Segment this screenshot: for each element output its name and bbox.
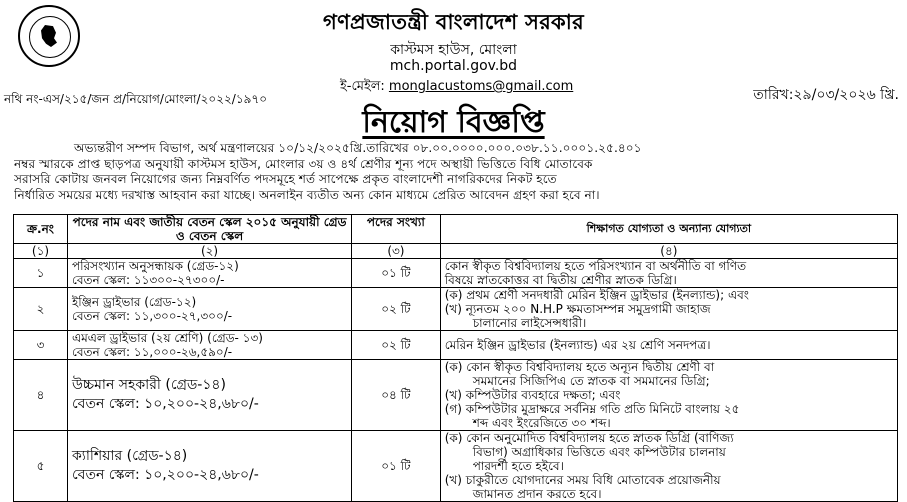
row-post [67, 431, 351, 502]
qualification-line: (খ) চাকুরীতে যোগদানের সময় বিধি মোতাবেক প্রয়োজনীয় [444, 473, 721, 487]
intro-paragraph [14, 141, 899, 203]
qualification-line: (খ) কম্পিউটার ব্যবহারে দক্ষতা; এবং [444, 388, 621, 402]
qualification-line: সমমানের সিজিপিএ তে স্নাতক বা সমমানের ডিগ্রি; [472, 374, 710, 388]
qualification-line: কোন স্বীকৃত বিশ্ববিদ্যালয় হতে পরিসংখ্যান বা অর্থনীতি বা গণিত [444, 259, 747, 273]
row-qualification [440, 331, 897, 360]
row-post [67, 288, 351, 331]
qualification-line: (ক) কোন অনুমোদিত বিশ্ববিদ্যালয় হতে স্নাতক ডিগ্রি (বাণিজ্য [444, 431, 734, 445]
post-name: উচ্চমান সহকারী (গ্রেড-১৪) [71, 377, 226, 393]
qualification-line: চালানোর লাইসেন্সধারী। [472, 316, 587, 330]
table-row [14, 360, 898, 431]
row-count: ০২ টি [352, 288, 441, 331]
intro-line: নম্বর স্মারকে প্রাপ্ত ছাড়পত্র অনুযায়ী কাস্টমস হাউস, মোংলার ৩য় ও ৪র্থ শ্রেণীর শূন্য পদে অস্থায়ী ভিত্তিতে বিধি মোতাবেক [14, 156, 593, 171]
row-qualification [440, 288, 897, 331]
qualification-line: মেরিন ইঞ্জিন ড্রাইভার (ইনল্যান্ড) এর ২য় শ্রেণি সনদপত্র। [444, 338, 711, 352]
row-qualification [440, 360, 897, 431]
pay-scale: বেতন স্কেল: ১১৩০০-২৭৩০০/- [71, 273, 225, 287]
table-row [14, 431, 898, 502]
qualification-line: বিষয়ে স্নাতকোত্তর বা দ্বিতীয় শ্রেণীর স্নাতক ডিগ্রি। [444, 273, 677, 287]
col-number: (২) [67, 244, 351, 259]
column-number-row [14, 244, 898, 259]
intro-line: সরাসরি কোটায় জনবল নিয়োগের জন্য নিম্নবর্ণিত পদসমূহে শর্ত সাপেক্ষে প্রকৃত বাংলাদেশী নাগরিকদের নিকট হতে [14, 172, 557, 186]
row-count: ০৪ টি [352, 360, 441, 431]
col-number: (৩) [352, 244, 441, 259]
pay-scale: বেতন স্কেল: ১০,২০০-২৪,৬৮০/- [71, 467, 259, 483]
intro-line: নির্ধারিত সময়ের মধ্যে দরখাস্ত আহবান করা যাচ্ছে। অনলাইন ব্যতীত অন্য কোন মাধ্যমে প্রেরিত আবেদন গ্রহণ করা হবে না। [14, 187, 600, 202]
office-name: কাস্টমস হাউস, মোংলা [390, 42, 517, 58]
row-serial: ৫ [14, 431, 68, 502]
notice-title: নিয়োগ বিজ্ঞপ্তি [362, 105, 545, 140]
table-row [14, 259, 898, 288]
intro-line: অভ্যন্তরীণ সম্পদ বিভাগ, অর্থ মন্ত্রণালয়ের ১০/১২/২০২৫খ্রি.তারিখের ০৮.০০.০০০০.০০০.০৩৮.১১.০০০১.২৫.৪০১ [74, 141, 642, 155]
email-label: ই-মেইল: [340, 79, 385, 94]
row-qualification [440, 431, 897, 502]
row-count: ০১ টি [352, 259, 441, 288]
header-post: পদের নাম এবং জাতীয় বেতন স্কেল ২০১৫ অনুযায়ী গ্রেড ও বেতন স্কেল [67, 215, 351, 244]
post-name: এমএল ড্রাইভার (২য় শ্রেণি) (গ্রেড- ১৩) [71, 331, 263, 345]
portal-address: mch.portal.gov.bd [389, 58, 518, 74]
post-name: ক্যাশিয়ার (গ্রেড-১৪) [71, 448, 188, 464]
row-serial: ৩ [14, 331, 68, 360]
table-row [14, 288, 898, 331]
col-number: (৪) [440, 244, 897, 259]
row-serial: ১ [14, 259, 68, 288]
row-serial: ২ [14, 288, 68, 331]
qualification-line: শব্দ এবং ইংরেজিতে ৩০ শব্দ। [472, 416, 611, 430]
qualification-line: (ক) কোন স্বীকৃত বিশ্ববিদ্যালয় হতে অন্যূন দ্বিতীয় শ্রেণী বা [444, 360, 715, 374]
government-heading: গণপ্রজাতন্ত্রী বাংলাদেশ সরকার [323, 10, 584, 34]
qualification-line: (খ) ন্যূনতম ২০০ N.H.P ক্ষমতাসম্পন্ন সমুদ্রগামী জাহাজ [444, 302, 711, 316]
qualification-line: (ক) প্রথম শ্রেণী সনদধারী মেরিন ইঞ্জিন ড্রাইভার (ইনল্যান্ড); এবং [444, 288, 749, 302]
header-qualification: শিক্ষাগত যোগ্যতা ও অন্যান্য যোগ্যতা [440, 215, 897, 244]
row-serial: ৪ [14, 360, 68, 431]
post-name: পরিসংখ্যান অনুসন্ধায়ক (গ্রেড-১২) [71, 259, 239, 273]
header-serial: ক্র.নং [14, 215, 68, 244]
row-post [67, 360, 351, 431]
row-count: ০২ টি [352, 331, 441, 360]
table-row [14, 331, 898, 360]
notice-date: তারিখ:২৯/০৩/২০২৬ খ্রি. [753, 87, 899, 103]
memo-number: নথি নং-এস/২১৫/জন প্র/নিয়োগ/মোংলা/২০২২/১৯৭০ [4, 92, 268, 106]
table-header-row [14, 215, 898, 244]
qualification-line: জামানত প্রদান করতে হবে। [472, 487, 602, 501]
email-line [340, 77, 573, 98]
row-post [67, 331, 351, 360]
col-number: (১) [14, 244, 68, 259]
qualification-line: (গ) কম্পিউটার মুদ্রাক্ষরে সর্বনিম্ন গতি প্রতি মিনিটে বাংলায় ২৫ [444, 402, 740, 416]
vacancy-table [13, 214, 898, 502]
email-link[interactable]: monglacustoms@gmail.com [388, 79, 574, 94]
pay-scale: বেতন স্কেল: ১১,৩০০-২৭,৩০০/- [71, 309, 233, 323]
row-count: ০১ টি [352, 431, 441, 502]
pay-scale: বেতন স্কেল: ১১,০০০-২৬,৫৯০/- [71, 345, 233, 359]
header-count: পদের সংখ্যা [352, 215, 441, 244]
qualification-line: বিভাগ) অগ্রাধিকার ভিত্তিতে এবং কম্পিউটার চালনায় [472, 445, 726, 459]
qualification-line: পারদর্শী হতে হইবে। [472, 459, 564, 473]
row-post [67, 259, 351, 288]
row-qualification [440, 259, 897, 288]
pay-scale: বেতন স্কেল: ১০,২০০-২৪,৬৮০/- [71, 396, 259, 412]
post-name: ইঞ্জিন ড্রাইভার (গ্রেড-১২) [71, 295, 197, 309]
